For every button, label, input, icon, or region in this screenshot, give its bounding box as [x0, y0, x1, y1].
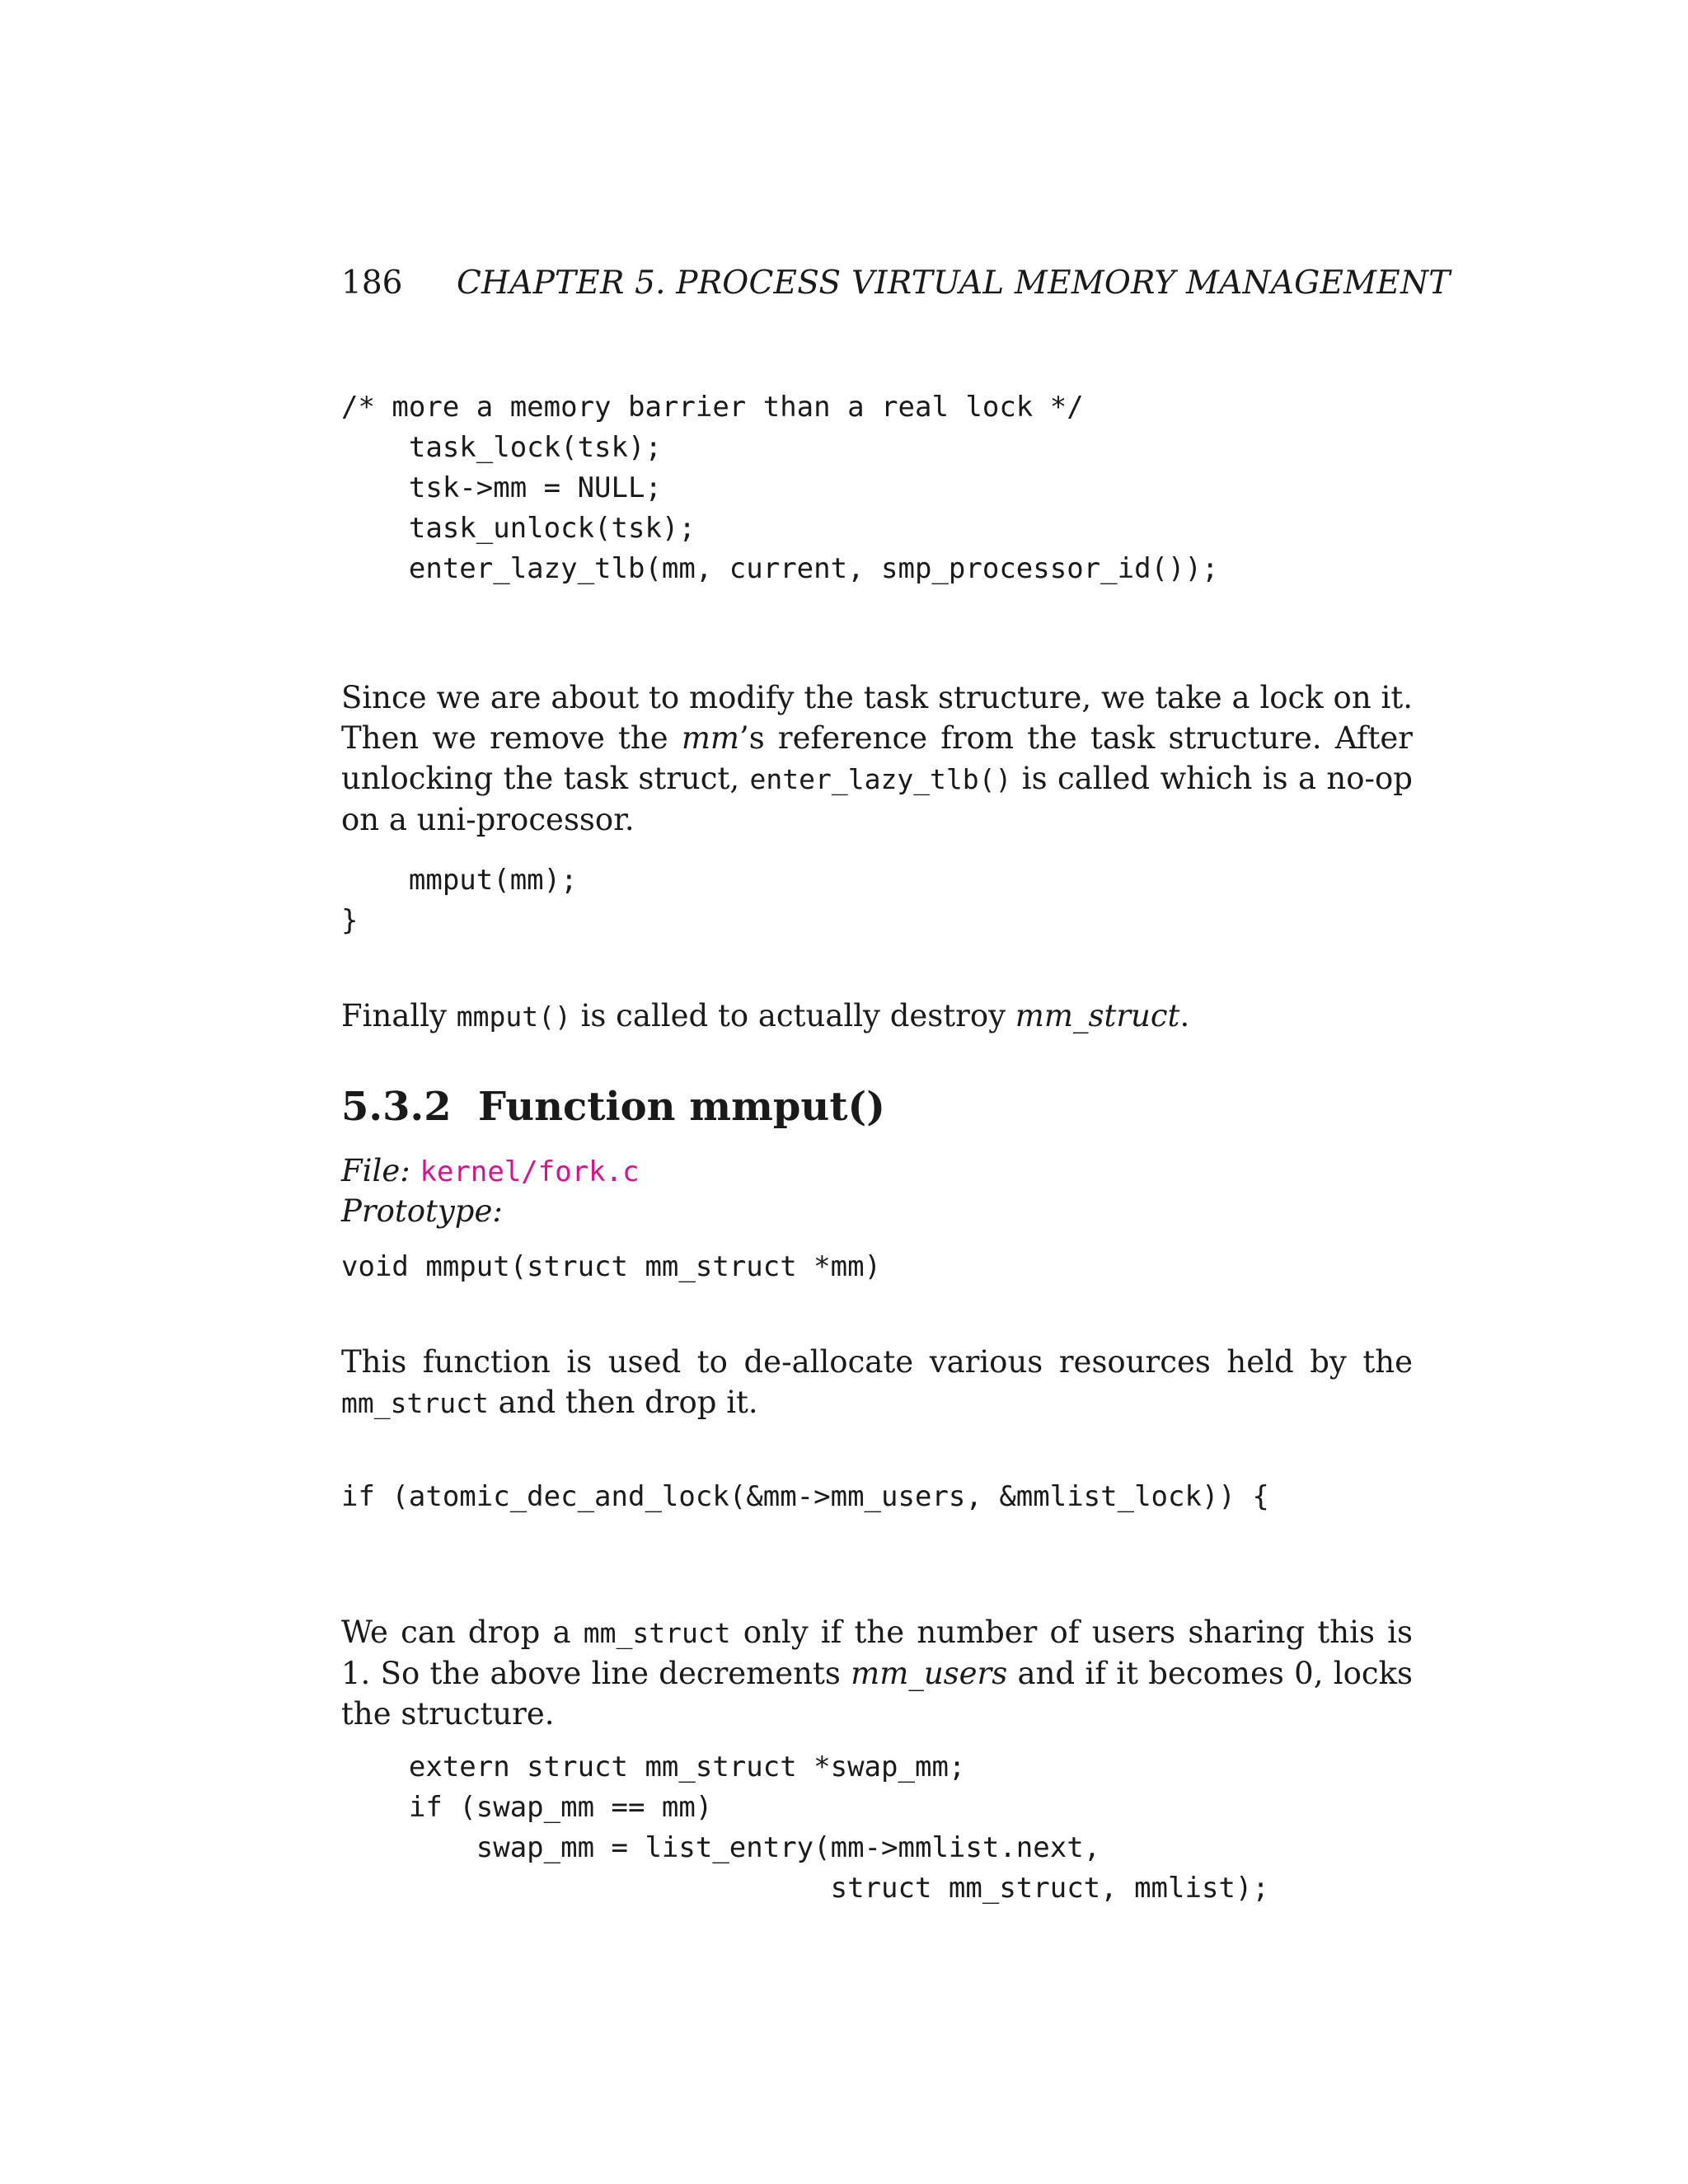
- code-block-atomic-dec: if (atomic_dec_and_lock(&mm->mm_users, &mmlist_lock)) {: [341, 1480, 1269, 1513]
- text-span: ’s reference from the task structure. After unlocking the task struct,: [341, 720, 1413, 796]
- inline-code-mm-struct: mm_struct: [583, 1617, 731, 1649]
- file-line: [341, 1151, 640, 1193]
- text-span: and then drop it.: [488, 1385, 758, 1420]
- prototype-label-text: Prototype:: [341, 1193, 503, 1229]
- text-span: Finally: [341, 998, 457, 1033]
- inline-code-enter-lazy-tlb: enter_lazy_tlb(): [749, 763, 1012, 795]
- inline-code-mm-struct: mm_struct: [341, 1387, 489, 1419]
- section-number: 5.3.2: [341, 1084, 452, 1130]
- section-heading: [341, 1081, 885, 1132]
- prototype-label: [341, 1191, 503, 1231]
- text-span: is called to actually destroy: [570, 998, 1015, 1033]
- chapter-title: CHAPTER 5. PROCESS VIRTUAL MEMORY MANAGEMENT: [457, 265, 1451, 302]
- text-span: .: [1179, 998, 1190, 1033]
- code-block-mmput-call: mmput(mm); }: [341, 864, 578, 937]
- file-path-link[interactable]: kernel/fork.c: [420, 1155, 640, 1188]
- paragraph-task-lock-explanation: [341, 677, 1413, 840]
- paragraph-mmput-summary: [341, 996, 1413, 1037]
- page-number: 186: [341, 265, 403, 302]
- italic-term-mm-users: mm_users: [851, 1656, 1008, 1691]
- inline-code-mmput: mmput(): [456, 1001, 571, 1033]
- italic-term-mm-struct: mm_struct: [1015, 998, 1180, 1033]
- file-label: File:: [341, 1153, 410, 1188]
- text-span: We can drop a: [341, 1615, 584, 1650]
- code-block-swap-mm: extern struct mm_struct *swap_mm; if (swap_mm == mm) swap_mm = list_entry(mm->mmlist.next, struct mm_struct, mmlist);: [408, 1750, 1269, 1905]
- code-block-task-lock: /* more a memory barrier than a real lock */ task_lock(tsk); tsk->mm = NULL; task_unlock(tsk); enter_lazy_tlb(mm, current, smp_processor_id());: [341, 391, 1219, 585]
- section-title: Function mmput(): [478, 1084, 885, 1130]
- paragraph-mmput-description: [341, 1342, 1413, 1423]
- italic-term-mm: mm: [681, 720, 739, 756]
- text-span: and if it becomes 0, locks the structure.: [341, 1656, 1414, 1732]
- text-span: This function is used to de-allocate various resources held by the: [341, 1344, 1413, 1380]
- paragraph-mm-users-explanation: [341, 1612, 1413, 1734]
- running-header: [341, 262, 1451, 305]
- text-span: is called which is a no-op on a uni-processor.: [341, 761, 1413, 837]
- code-prototype: void mmput(struct mm_struct *mm): [341, 1250, 882, 1283]
- text-span: Since we are about to modify the task structure, we take a lock on it. Then we remove the: [341, 680, 1413, 756]
- text-span: only if the number of users sharing this is 1. So the above line decrements: [341, 1615, 1413, 1691]
